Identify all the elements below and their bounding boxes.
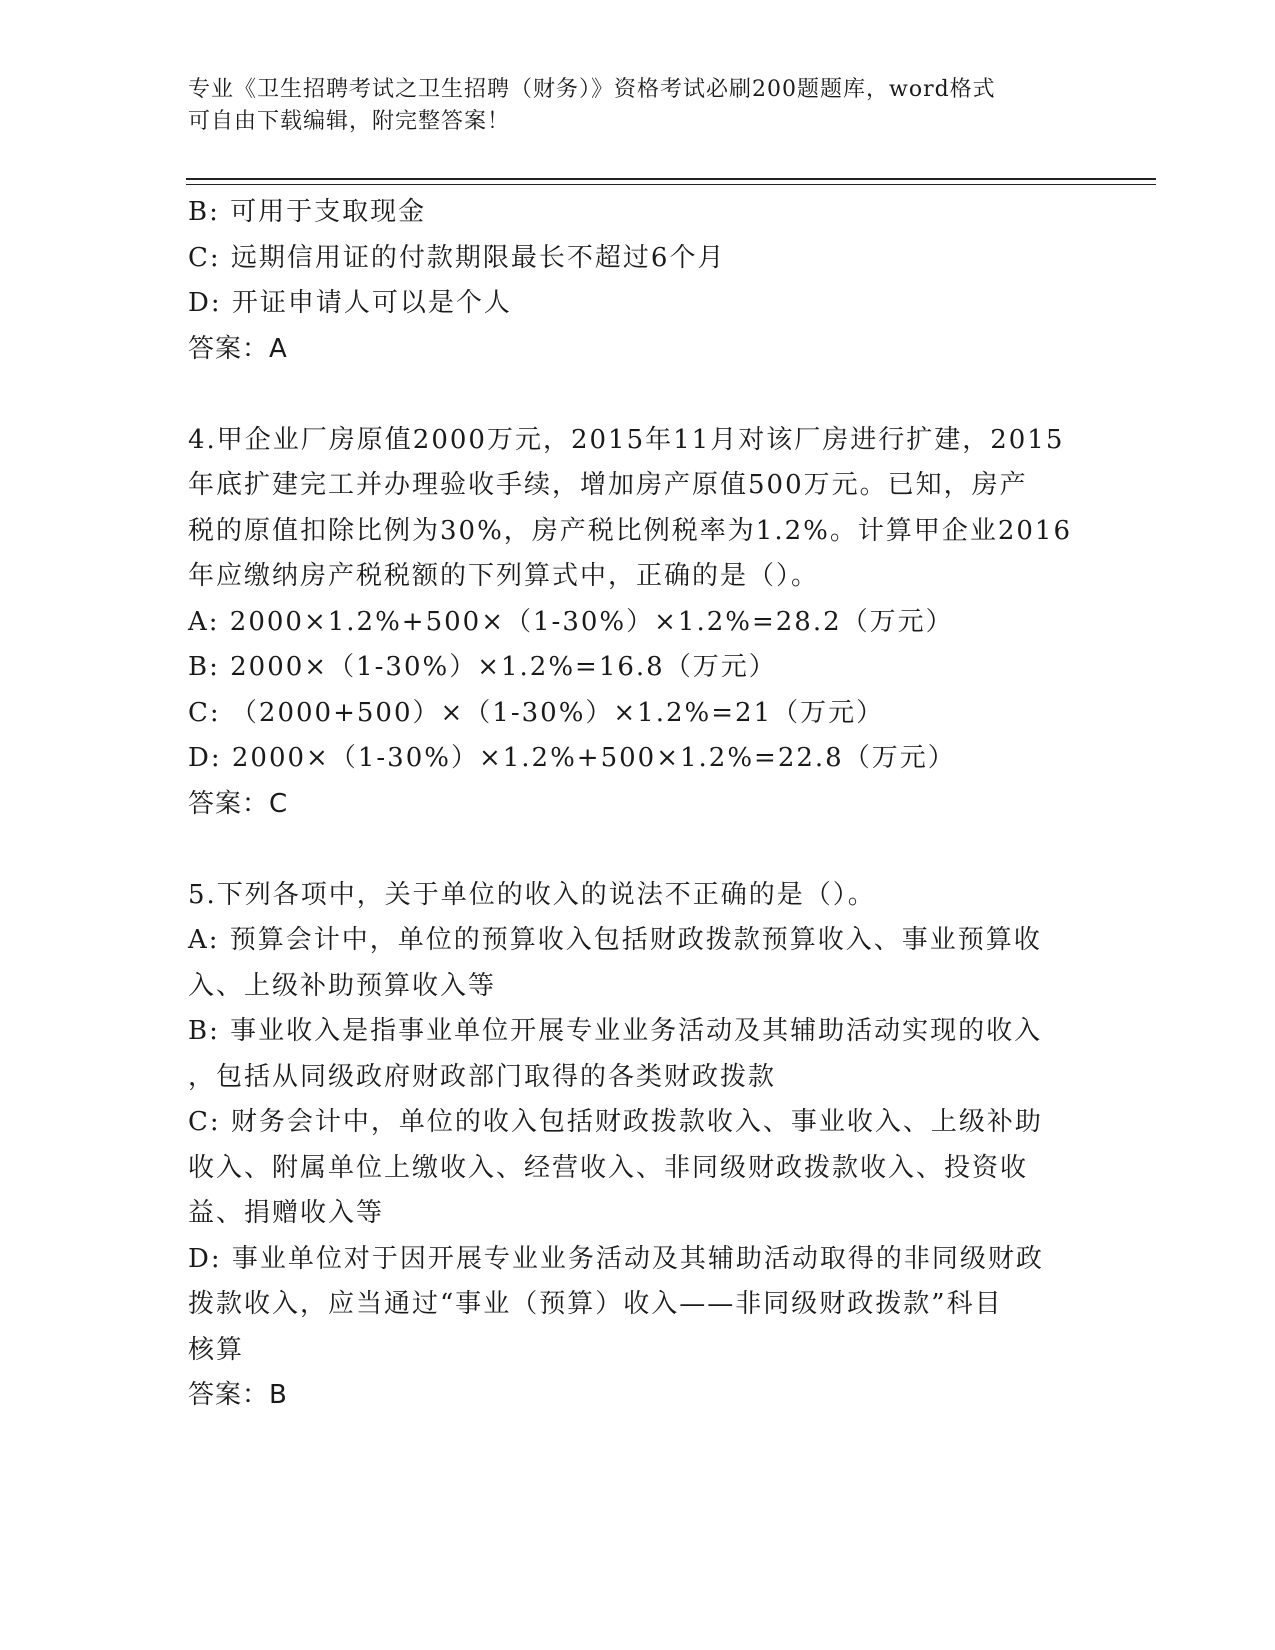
q4-option-a: A: 2000×1.2%+500×（1-30%）×1.2%=28.2（万元） xyxy=(188,606,954,637)
question-3-block xyxy=(188,190,1088,372)
q5-option-c-line-1: C: 财务会计中，单位的收入包括财政拨款收入、事业收入、上级补助 xyxy=(188,1107,1043,1137)
document-header xyxy=(188,74,1068,138)
q5-answer: 答案：B xyxy=(188,1380,288,1410)
header-title-line-2: 可自由下载编辑，附完整答案！ xyxy=(188,109,511,134)
q4-stem-line-4: 年应缴纳房产税税额的下列算式中，正确的是（）。 xyxy=(188,561,820,591)
q3-option-c: C: 远期信用证的付款期限最长不超过6个月 xyxy=(188,242,726,273)
q5-stem: 5.下列各项中，关于单位的收入的说法不正确的是（）。 xyxy=(188,879,876,910)
q4-answer: 答案：C xyxy=(188,788,289,819)
q4-stem-line-2: 年底扩建完工并办理验收手续，增加房产原值500万元。已知，房产 xyxy=(188,470,1028,500)
q5-option-c-line-2: 收入、附属单位上缴收入、经营收入、非同级财政拨款收入、投资收 xyxy=(188,1152,1029,1183)
question-5-block xyxy=(188,873,1088,1419)
header-divider-thick xyxy=(186,178,1156,180)
q5-option-a-line-1: A: 预算会计中，单位的预算收入包括财政拨款预算收入、事业预算收 xyxy=(188,925,1042,955)
header-divider-thin xyxy=(186,184,1156,185)
q5-option-a-line-2: 入、上级补助预算收入等 xyxy=(188,970,497,1001)
q5-option-d-line-1: D: 事业单位对于因开展专业业务活动及其辅助活动取得的非同级财政 xyxy=(188,1243,1044,1274)
q3-answer: 答案：A xyxy=(188,333,288,364)
q5-option-d-line-2: 拨款收入，应当通过“事业（预算）收入——非同级财政拨款”科目 xyxy=(188,1289,1003,1319)
question-content xyxy=(188,190,1088,1419)
spacer xyxy=(188,372,1088,418)
q4-stem-line-3: 税的原值扣除比例为30%，房产税比例税率为1.2%。计算甲企业2016 xyxy=(188,515,1073,546)
q4-option-d: D: 2000×（1-30%）×1.2%+500×1.2%=22.8（万元） xyxy=(188,743,956,773)
q3-option-b: B: 可用于支取现金 xyxy=(188,197,427,227)
q4-option-c: C: （2000+500）×（1-30%）×1.2%=21（万元） xyxy=(188,697,885,728)
q4-option-b: B: 2000×（1-30%）×1.2%=16.8（万元） xyxy=(188,652,777,682)
q4-stem-line-1: 4.甲企业厂房原值2000万元，2015年11月对该厂房进行扩建，2015 xyxy=(188,424,1065,455)
question-4-block xyxy=(188,418,1088,828)
q5-option-c-line-3: 益、捐赠收入等 xyxy=(188,1198,385,1228)
q5-option-d-line-3: 核算 xyxy=(188,1334,245,1365)
header-title-line-1: 专业《卫生招聘考试之卫生招聘（财务）》资格考试必刷200题题库，word格式 xyxy=(188,77,996,102)
q5-option-b-line-2: ，包括从同级政府财政部门取得的各类财政拨款 xyxy=(188,1061,777,1092)
q3-option-d: D: 开证申请人可以是个人 xyxy=(188,288,512,318)
q5-option-b-line-1: B: 事业收入是指事业单位开展专业业务活动及其辅助活动实现的收入 xyxy=(188,1016,1043,1046)
spacer xyxy=(188,827,1088,873)
